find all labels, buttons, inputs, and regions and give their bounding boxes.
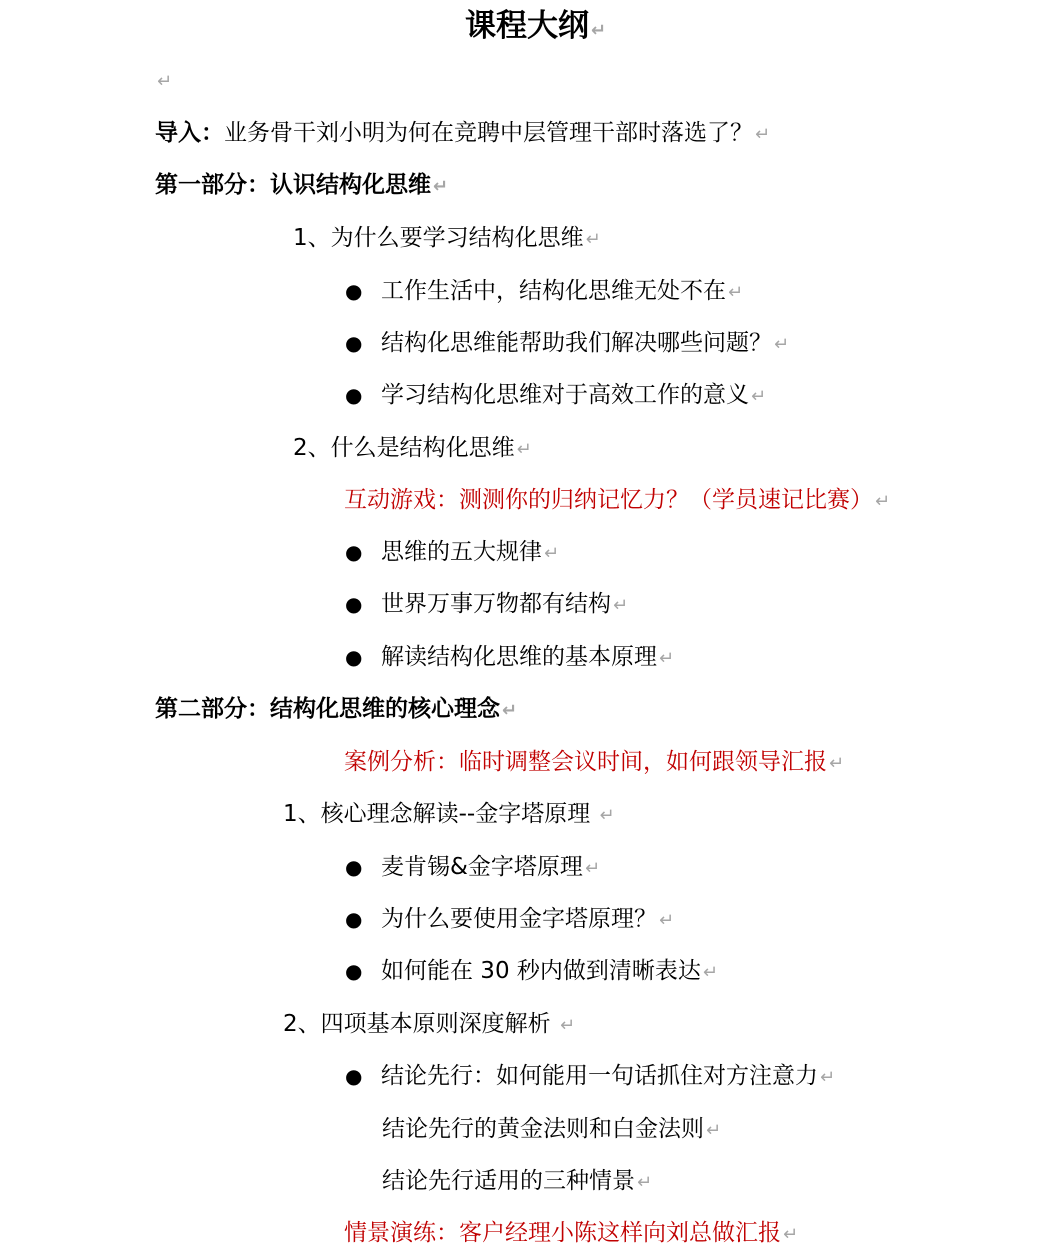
intro-text: 业务骨干刘小明为何在竞聘中层管理干部时落选了？ — [224, 120, 753, 146]
paragraph-mark-icon: ↵ — [591, 20, 607, 41]
paragraph-mark-icon: ↵ — [157, 71, 173, 92]
paragraph-mark-icon: ↵ — [637, 1172, 653, 1193]
list-item: ● 思维的五大规律 ↵ — [345, 530, 559, 574]
list-item: ● 麦肯锡&金字塔原理 ↵ — [345, 845, 600, 889]
document-title: 课程大纲 ↵ — [465, 8, 607, 44]
list-item: 结论先行适用的三种情景 ↵ — [382, 1168, 653, 1194]
list-item: ● 结论先行：如何能用一句话抓住对方注意力 ↵ — [345, 1054, 835, 1098]
bullet-dot-icon: ● — [345, 645, 363, 669]
bullet-dot-icon: ● — [345, 383, 363, 407]
paragraph-mark-icon: ↵ — [875, 491, 891, 512]
list-item: ● 如何能在 30 秒内做到清晰表达 ↵ — [345, 949, 718, 993]
intro-line — [155, 111, 770, 155]
paragraph-mark-icon: ↵ — [584, 858, 601, 879]
bullet-dot-icon: ● — [345, 592, 363, 616]
interactive-game-note: 互动游戏：测测你的归纳记忆力？（学员速记比赛） ↵ — [344, 487, 891, 513]
bullet-dot-icon: ● — [345, 855, 363, 879]
paragraph-mark-icon: ↵ — [829, 753, 845, 774]
paragraph-mark-icon: ↵ — [774, 334, 790, 355]
paragraph-mark-icon: ↵ — [820, 1067, 836, 1088]
paragraph-mark-icon: ↵ — [544, 543, 560, 564]
paragraph-mark-icon: ↵ — [433, 176, 449, 197]
empty-line — [155, 58, 172, 102]
paragraph-mark-icon: ↵ — [751, 386, 767, 407]
list-item: 结论先行的黄金法则和白金法则 ↵ — [382, 1116, 722, 1142]
case-analysis-note: 案例分析：临时调整会议时间，如何跟领导汇报 ↵ — [344, 749, 845, 775]
list-item: ● 结构化思维能帮助我们解决哪些问题？ ↵ — [345, 321, 789, 365]
part2-heading: 第二部分：结构化思维的核心理念 ↵ — [155, 696, 518, 722]
scenario-exercise-note: 情景演练：客户经理小陈这样向刘总做汇报 ↵ — [344, 1220, 799, 1246]
paragraph-mark-icon: ↵ — [783, 1224, 799, 1245]
bullet-dot-icon: ● — [345, 1064, 363, 1088]
part1-heading: 第一部分：认识结构化思维 ↵ — [155, 172, 449, 198]
paragraph-mark-icon: ↵ — [659, 648, 675, 669]
intro-label: 导入： — [155, 120, 224, 146]
paragraph-mark-icon: ↵ — [728, 282, 744, 303]
paragraph-mark-icon: ↵ — [585, 229, 601, 250]
bullet-dot-icon: ● — [345, 540, 363, 564]
list-item: ● 工作生活中，结构化思维无处不在 ↵ — [345, 269, 743, 313]
list-item: ● 为什么要使用金字塔原理？ ↵ — [345, 897, 674, 941]
paragraph-mark-icon: ↵ — [516, 439, 532, 460]
paragraph-mark-icon: ↵ — [755, 124, 771, 145]
paragraph-mark-icon: ↵ — [599, 805, 615, 826]
bullet-dot-icon: ● — [345, 331, 363, 355]
paragraph-mark-icon: ↵ — [706, 1120, 722, 1141]
paragraph-mark-icon: ↵ — [613, 595, 629, 616]
bullet-dot-icon: ● — [345, 907, 363, 931]
paragraph-mark-icon: ↵ — [559, 1015, 576, 1036]
paragraph-mark-icon: ↵ — [702, 962, 718, 983]
paragraph-mark-icon: ↵ — [502, 700, 518, 721]
part2-section2-title: 2、四项基本原则深度解析 ↵ — [283, 1011, 576, 1037]
bullet-dot-icon: ● — [345, 279, 363, 303]
list-item: ● 世界万事万物都有结构 ↵ — [345, 582, 628, 626]
paragraph-mark-icon: ↵ — [659, 910, 675, 931]
part2-section1-title: 1、核心理念解读--金字塔原理 ↵ — [283, 801, 615, 827]
list-item: ● 解读结构化思维的基本原理 ↵ — [345, 635, 674, 679]
part1-section1-title: 1、为什么要学习结构化思维 ↵ — [293, 225, 601, 251]
list-item: ● 学习结构化思维对于高效工作的意义 ↵ — [345, 373, 766, 417]
part1-section2-title: 2、什么是结构化思维 ↵ — [293, 435, 532, 461]
bullet-dot-icon: ● — [345, 959, 363, 983]
